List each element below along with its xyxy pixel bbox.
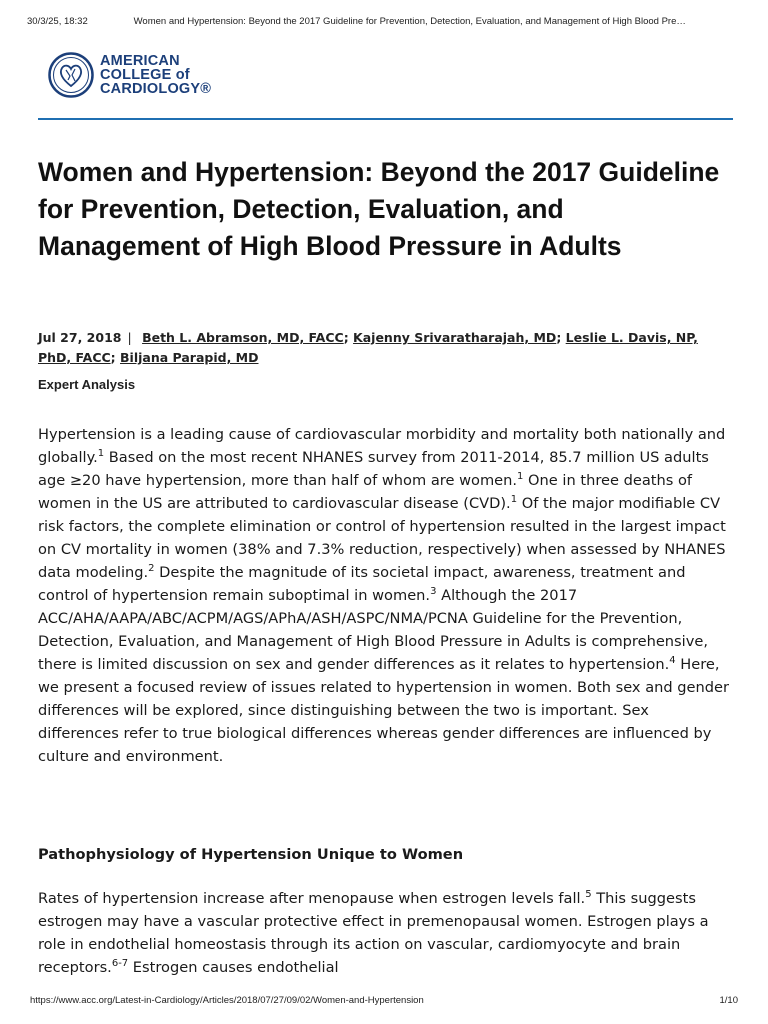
- citation-ref: 6-7: [111, 958, 129, 970]
- print-footer: [30, 995, 738, 1006]
- article-category: Expert Analysis: [38, 377, 136, 392]
- citation-ref: 5: [585, 889, 592, 901]
- body-text: One in three deaths of women in the US are attributed to cardiovascular disease (CVD).: [38, 472, 693, 512]
- print-header: [27, 16, 738, 27]
- page-url: https://www.acc.org/Latest-in-Cardiology/Articles/2018/07/27/09/02/Women-and-Hypertension: [30, 995, 424, 1006]
- article-byline: Jul 27, 2018 | Beth L. Abramson, MD, FACC; Kajenny Srivaratharajah, MD; Leslie L. Davis, NP, PhD, FACC; Biljana Parapid, MD: [38, 330, 698, 365]
- author-link[interactable]: Biljana Parapid, MD: [120, 350, 259, 365]
- logo-line-3: CARDIOLOGY®: [100, 81, 212, 97]
- author-link[interactable]: Leslie L. Davis, NP, PhD, FACC: [38, 330, 698, 365]
- citation-ref: 1: [97, 448, 105, 460]
- body-paragraph-2: [38, 887, 734, 983]
- citation-ref: 1: [510, 494, 518, 506]
- page-number: 1/10: [719, 995, 738, 1006]
- body-text: Despite the magnitude of its societal impact, awareness, treatment and control of hypertension remain suboptimal in women.: [38, 564, 686, 604]
- logo-wordmark: [100, 54, 211, 96]
- citation-ref: 3: [430, 586, 437, 598]
- article-title: Women and Hypertension: Beyond the 2017 Guideline for Prevention, Detection, Evaluation, and Management of High Blood Pressure in Adults: [38, 157, 720, 261]
- body-text: Based on the most recent NHANES survey from 2011-2014, 85.7 million US adults age ≥20 have hypertension, more than half of whom are women.: [38, 449, 709, 489]
- header-divider: [38, 118, 733, 120]
- author-link[interactable]: Kajenny Srivaratharajah, MD: [353, 330, 557, 345]
- author-link[interactable]: Beth L. Abramson, MD, FACC: [142, 330, 344, 345]
- body-paragraph-1: [38, 423, 734, 768]
- print-page-title: Women and Hypertension: Beyond the 2017 Guideline for Prevention, Detection, Evaluation, and Management of High Blood Pre…: [133, 16, 686, 27]
- body-text: Estrogen causes endothelial: [128, 959, 339, 976]
- print-timestamp: 30/3/25, 18:32: [27, 16, 88, 27]
- body-text: This suggests estrogen may have a vascular protective effect in premenopausal women. Estrogen plays a role in endothelial homeostasis through its action on vascular, cardiomyocyte and brain receptors.: [38, 890, 709, 976]
- logo-line-2: COLLEGE of: [100, 67, 190, 83]
- body-text: Rates of hypertension increase after menopause when estrogen levels fall.: [38, 890, 586, 907]
- logo-line-1: AMERICAN: [100, 53, 180, 69]
- citation-ref: 2: [148, 563, 155, 575]
- body-text: Here, we present a focused review of issues related to hypertension in women. Both sex and gender differences will be explored, since distinguishing between the two is important. Sex differences refer to true biological differences whereas gender differences are influenced by culture and environment.: [38, 656, 730, 765]
- body-text: Of the major modifiable CV risk factors, the complete elimination or control of hypertension resulted in the largest impact on CV mortality in women (38% and 7.3% reduction, respectively) when assessed by NHANES data modeling.: [38, 495, 726, 581]
- citation-ref: 4: [669, 655, 676, 667]
- byline-separator: |: [127, 330, 132, 345]
- body-text: Although the 2017 ACC/AHA/AAPA/ABC/ACPM/AGS/APhA/ASH/ASPC/NMA/PCNA Guideline for the Prevention, Detection, Evaluation, and Management of High Blood Pressure in Adults is comprehensive, there is limited discussion on sex and gender differences as it relates to hypertension.: [38, 587, 708, 673]
- body-text: Hypertension is a leading cause of cardiovascular morbidity and mortality both nationally and globally.: [38, 426, 726, 466]
- section-heading: Pathophysiology of Hypertension Unique to Women: [38, 846, 464, 863]
- acc-logo[interactable]: [48, 52, 211, 98]
- citation-ref: 1: [517, 471, 524, 483]
- article-date: Jul 27, 2018: [38, 330, 122, 345]
- heart-seal-icon: [48, 52, 94, 98]
